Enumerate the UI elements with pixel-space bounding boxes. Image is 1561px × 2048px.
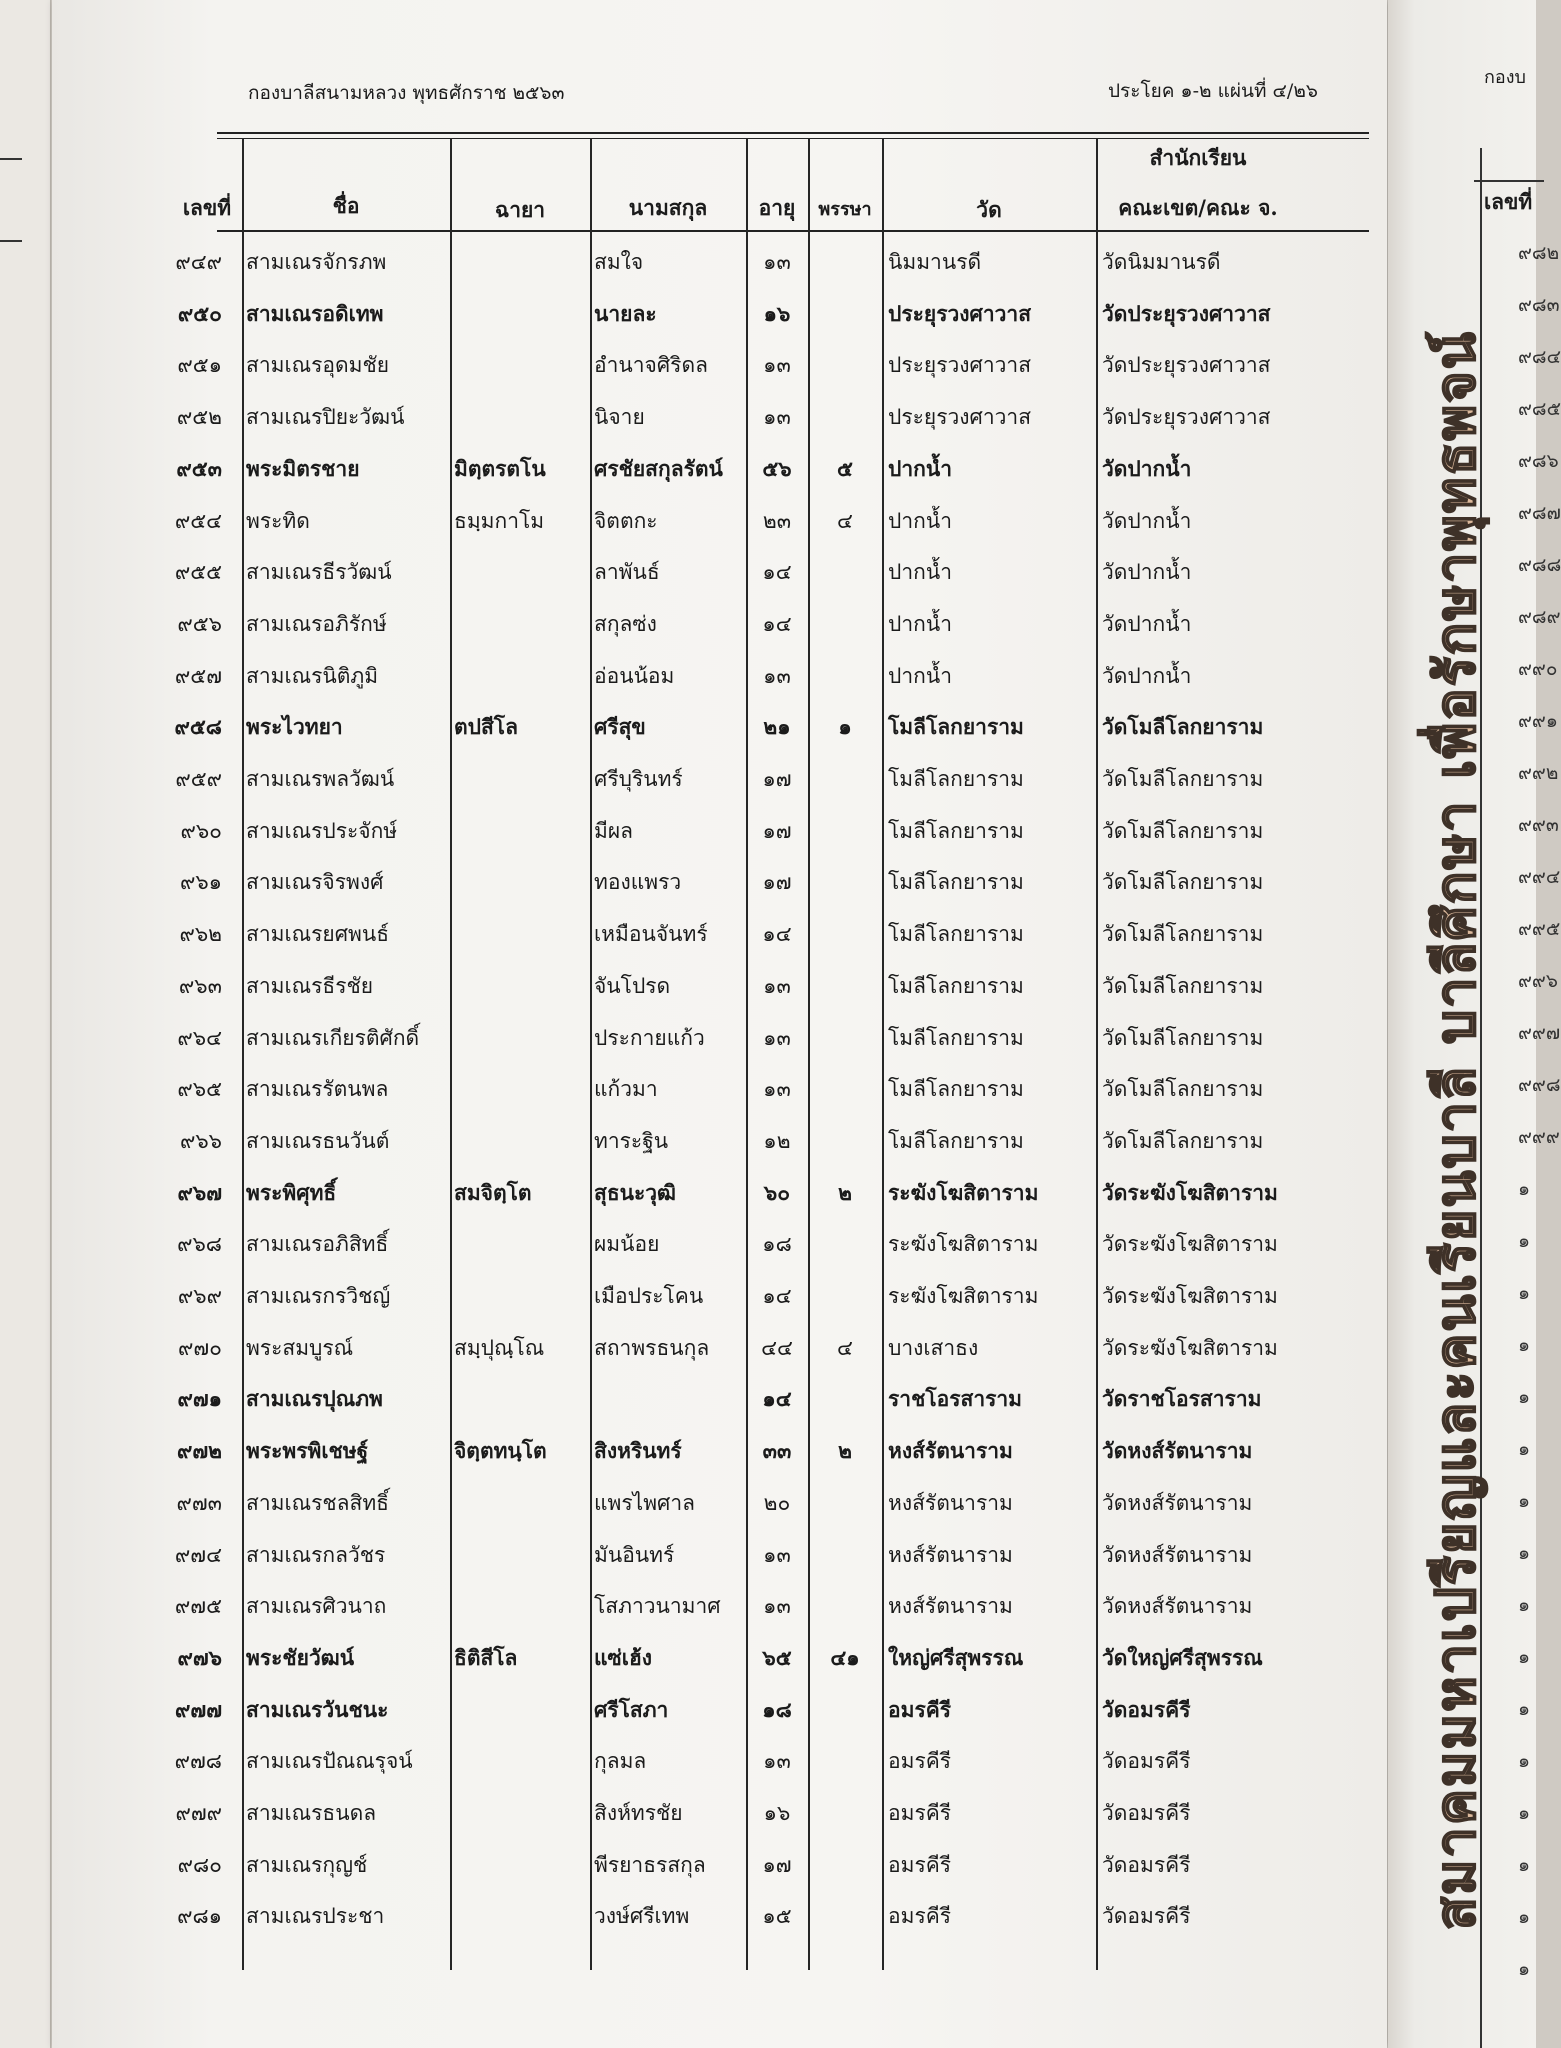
row-name: สามเณรปุณภพ [246,1386,383,1412]
row-wat: นิมมานรดี [888,250,982,274]
row-name: พระไวทยา [246,714,343,740]
right-page-number: ๙๘๓ [1518,294,1560,316]
row-age: ๑๓ [763,1542,791,1567]
table-row [52,1900,1352,1950]
row-surname: นายละ [594,300,657,326]
row-wat: หงส์รัตนาราม [888,1542,1013,1567]
row-number: ๙๕๒ [176,405,222,430]
table-row [52,1280,1352,1330]
column-header-wat: วัด [976,197,1002,222]
row-number: ๙๘๑ [177,1904,222,1929]
table-row [52,349,1352,399]
row-name: สามเณรนิติภูมิ [246,663,379,688]
row-number: ๙๗๖ [177,1644,222,1670]
row-wat: ใหญ่ศรีสุพรรณ [888,1644,1024,1670]
table-row [52,660,1352,710]
row-number: ๙๖๒ [179,922,222,947]
row-school: วัดระฆังโฆสิตาราม [1102,1232,1278,1257]
right-page-number: ๑ [1518,1958,1531,1980]
table-row [52,1487,1352,1537]
row-school: วัดปากน้ำ [1102,455,1192,481]
row-age: ๕๖ [762,455,792,481]
table-row [52,401,1352,451]
row-wat: โมลีโลกยาราม [888,714,1024,740]
row-surname: สกุลซ่ง [594,611,657,636]
right-page-number: ๑ [1518,1750,1531,1772]
row-chaya: สมจิตฺโต [454,1179,532,1205]
row-surname: ศรีบุรินทร์ [594,767,683,791]
row-name: พระมิตรชาย [246,455,360,481]
row-wat: ระฆังโฆสิตาราม [888,1284,1039,1308]
row-age: ๖๕ [762,1644,792,1670]
right-page-number: ๑ [1518,1542,1531,1564]
row-surname: ประกายแก้ว [594,1025,705,1050]
row-wat: โมลีโลกยาราม [888,870,1024,895]
row-school: วัดอมรคีรี [1102,1696,1191,1722]
row-school: วัดหงส์รัตนาราม [1102,1594,1253,1619]
table-row [52,711,1352,761]
row-age: ๑๓ [763,405,791,430]
row-number: ๙๗๕ [174,1594,222,1619]
row-age: ๑๗ [762,870,792,895]
row-age: ๑๔ [762,1386,792,1412]
right-page-number: ๙๙๘ [1518,1074,1561,1096]
right-page-number: ๙๙๗ [1518,1022,1561,1044]
row-number: ๙๖๙ [177,1284,222,1308]
row-school: วัดปากน้ำ [1102,560,1192,585]
row-surname: ทาระฐิน [594,1128,669,1153]
row-wat: ระฆังโฆสิตาราม [888,1232,1039,1257]
row-number: ๙๖๑ [179,870,222,895]
table-row [52,608,1352,658]
row-phansa: ๑ [838,714,852,740]
right-page-number: ๙๘๔ [1518,346,1561,368]
table-row [52,1849,1352,1899]
table-row [52,453,1352,503]
row-wat: บางเสาธง [888,1335,979,1360]
row-school: วัดระฆังโฆสิตาราม [1102,1284,1278,1308]
row-name: สามเณรธีรชัย [246,973,374,998]
table-row [52,1125,1352,1175]
table-row [52,505,1352,555]
right-page-number: ๙๘๒ [1518,242,1560,264]
column-header-chaya: ฉายา [494,197,546,222]
row-school: วัดปากน้ำ [1102,508,1192,533]
row-age: ๒๑ [763,714,791,740]
row-name: สามเณรวันชนะ [246,1696,389,1722]
row-wat: โมลีโลกยาราม [888,973,1024,998]
table-row [52,1435,1352,1485]
row-number: ๙๖๐ [180,818,222,843]
table-row [52,556,1352,606]
row-chaya: มิตฺตรตโน [454,455,546,481]
row-age: ๑๒ [763,1128,791,1153]
row-surname: สถาพรธนกุล [594,1335,710,1360]
column-header-phansa: พรรษา [818,199,872,220]
row-phansa: ๕ [837,455,853,481]
row-age: ๑๖ [763,300,791,326]
row-surname: สิงห์ทรชัย [594,1801,683,1825]
row-wat: ปากน้ำ [888,611,952,636]
row-number: ๙๗๒ [176,1438,222,1464]
right-page-number: ๙๘๗ [1518,502,1561,524]
row-number: ๙๖๕ [177,1077,222,1102]
row-age: ๓๓ [762,1438,792,1464]
row-surname: มันอินทร์ [594,1542,675,1567]
row-age: ๑๓ [763,1077,791,1102]
row-name: สามเณรปัณณรุจน์ [246,1749,413,1774]
right-page-number: ๑ [1518,1334,1531,1356]
row-number: ๙๕๓ [176,455,222,481]
row-school: วัดระฆังโฆสิตาราม [1102,1335,1278,1360]
right-page-number: ๑ [1518,1906,1531,1928]
row-age: ๑๗ [762,1852,792,1877]
row-number: ๙๗๐ [178,1335,222,1360]
right-page-number: ๙๙๕ [1518,918,1561,940]
table-row [52,918,1352,968]
row-name: สามเณรอดิเทพ [246,300,384,326]
row-name: สามเณรอภิรักษ์ [246,611,387,636]
row-phansa: ๒ [838,1179,852,1205]
row-name: สามเณรกรวิชญ์ [246,1284,391,1308]
row-school: วัดโมลีโลกยาราม [1102,714,1264,740]
row-school: วัดโมลีโลกยาราม [1102,870,1264,895]
right-page-number: ๑ [1518,1438,1531,1460]
row-wat: โมลีโลกยาราม [888,1077,1024,1102]
row-surname: ผมน้อย [594,1232,660,1257]
row-surname: แก้วมา [594,1077,658,1102]
row-wat: ปากน้ำ [888,560,952,585]
row-school: วัดปากน้ำ [1102,611,1192,636]
row-wat: หงส์รัตนาราม [888,1594,1013,1619]
row-number: ๙๕๕ [174,560,222,585]
row-school: วัดโมลีโลกยาราม [1102,767,1264,791]
table-row [52,1642,1352,1692]
row-surname: อำนาจศิริดล [594,353,708,378]
row-wat: อมรคีรี [888,1852,952,1877]
right-page-number: ๑ [1518,1802,1531,1824]
row-wat: ปากน้ำ [888,455,952,481]
right-page-column-title: เลขที่ [1484,189,1533,214]
right-page-number: ๙๙๔ [1518,866,1561,888]
row-age: ๒๐ [763,1490,791,1515]
row-name: สามเณรอุดมชัย [246,353,390,378]
row-name: สามเณรประจักษ์ [246,818,398,843]
row-number: ๙๘๐ [177,1852,222,1877]
row-name: สามเณรพลวัฒน์ [246,767,395,791]
right-page-number: ๙๙๒ [1518,762,1559,784]
row-phansa: ๒ [838,1438,852,1464]
row-name: พระสมบูรณ์ [246,1335,354,1360]
row-surname: สิงหรินทร์ [594,1438,682,1464]
row-age: ๑๓ [763,1749,791,1774]
table-row [52,1228,1352,1278]
row-school: วัดโมลีโลกยาราม [1102,818,1264,843]
row-name: สามเณรจิรพงศ์ [246,870,384,895]
table-row [52,298,1352,348]
right-page-header: กองบ [1484,67,1526,88]
row-name: สามเณรจักรภพ [246,250,387,274]
row-surname: แพรไพศาล [594,1490,696,1515]
row-number: ๙๕๗ [174,663,222,688]
row-wat: หงส์รัตนาราม [888,1438,1013,1464]
row-school: วัดหงส์รัตนาราม [1102,1490,1253,1515]
row-number: ๙๖๔ [177,1025,222,1050]
row-school: วัดประยุรวงศาวาส [1102,405,1271,430]
right-page-number: ๙๘๙ [1518,606,1561,628]
row-name: พระพิศุทธิ์ [246,1179,337,1205]
row-age: ๑๔ [762,922,792,947]
right-page-number: ๑ [1518,1594,1531,1616]
row-surname: สุธนะวุฒิ [594,1179,677,1205]
row-wat: ระฆังโฆสิตาราม [888,1179,1039,1205]
row-age: ๑๔ [762,560,792,585]
table-row [52,763,1352,813]
table-row [52,1590,1352,1640]
row-surname: จิตตกะ [594,508,658,533]
row-wat: อมรคีรี [888,1749,952,1774]
row-school: วัดโมลีโลกยาราม [1102,1128,1264,1153]
row-age: ๑๔ [762,611,792,636]
row-school: วัดอมรคีรี [1102,1852,1191,1877]
row-phansa: ๔ [837,508,853,533]
row-wat: อมรคีรี [888,1904,952,1929]
column-header-school-top: สำนักเรียน [1149,145,1247,170]
row-surname: ทองแพรว [594,870,682,895]
row-number: ๙๗๗ [175,1696,222,1722]
row-school: วัดโมลีโลกยาราม [1102,1077,1264,1102]
row-school: วัดประยุรวงศาวาส [1102,353,1271,378]
row-age: ๑๓ [763,250,791,274]
table-row [52,1383,1352,1433]
row-surname: เหมือนจันทร์ [594,922,708,947]
column-header-surname: นามสกุล [628,195,708,220]
row-name: สามเณรธนวันต์ [246,1128,390,1153]
table-row [52,246,1352,296]
row-name: สามเณรอภิสิทธิ์ [246,1232,389,1257]
row-school: วัดอมรคีรี [1102,1801,1191,1825]
left-page-rule [0,240,22,242]
table-row [52,1797,1352,1847]
row-name: พระทิด [246,508,310,533]
table-row [52,815,1352,865]
row-chaya: ธิติสีโล [454,1644,518,1670]
row-school: วัดอมรคีรี [1102,1904,1191,1929]
row-name: สามเณรศิวนาถ [246,1594,387,1619]
row-number: ๙๔๙ [175,250,222,274]
right-page-number: ๑ [1518,1646,1531,1668]
row-surname: จันโปรด [594,973,671,998]
row-school: วัดราชโอรสาราม [1102,1386,1262,1412]
right-page-number: ๑ [1518,1854,1531,1876]
row-age: ๑๓ [763,353,791,378]
row-name: สามเณรเกียรติศักดิ์ [246,1025,420,1050]
row-school: วัดระฆังโฆสิตาราม [1102,1179,1278,1205]
row-phansa: ๔ [837,1335,853,1360]
row-number: ๙๕๐ [177,300,222,326]
row-surname: เมือประโคน [594,1284,704,1308]
row-surname: ศรชัยสกุลรัตน์ [594,455,723,481]
roster-table-body [52,0,1387,2048]
row-wat: โมลีโลกยาราม [888,922,1024,947]
right-page-number: ๙๙๓ [1518,814,1559,836]
row-number: ๙๕๑ [177,353,222,378]
row-age: ๒๓ [762,508,792,533]
row-school: วัดหงส์รัตนาราม [1102,1438,1253,1464]
row-age: ๑๓ [763,973,791,998]
row-wat: โมลีโลกยาราม [888,1025,1024,1050]
row-number: ๙๕๖ [177,611,222,636]
row-name: สามเณรปิยะวัฒน์ [246,405,405,430]
row-number: ๙๗๘ [174,1749,222,1774]
row-age: ๑๖ [763,1801,791,1825]
right-page-number: ๑ [1518,1490,1531,1512]
row-school: วัดประยุรวงศาวาส [1102,300,1271,326]
column-header-no: เลขที่ [182,195,232,220]
row-surname: โสภาวนามาศ [594,1594,721,1619]
row-surname: แซ่เฮ้ง [594,1644,653,1670]
row-wat: ประยุรวงศาวาส [888,353,1032,378]
right-page-number: ๑ [1518,1282,1531,1304]
row-school: วัดอมรคีรี [1102,1749,1191,1774]
row-wat: ปากน้ำ [888,508,952,533]
row-wat: โมลีโลกยาราม [888,767,1024,791]
row-surname: สมใจ [594,250,644,274]
right-page-number: ๙๙๑ [1518,710,1558,732]
right-page-number: ๙๙๙ [1518,1126,1560,1148]
right-page-number: ๙๘๖ [1518,450,1559,472]
row-surname: อ่อนน้อม [594,663,675,688]
row-school: วัดปากน้ำ [1102,663,1192,688]
row-school: วัดใหญ่ศรีสุพรรณ [1102,1644,1263,1670]
row-wat: โมลีโลกยาราม [888,1128,1024,1153]
row-number: ๙๕๙ [175,767,222,791]
right-page-number: ๙๙๖ [1518,970,1558,992]
left-page-rule [0,158,22,160]
row-age: ๑๓ [763,1594,791,1619]
sheet-header-right: ประโยค ๑-๒ แผ่นที่ ๔/๒๖ [1108,80,1318,102]
row-number: ๙๗๑ [177,1386,222,1412]
row-number: ๙๗๙ [175,1801,222,1825]
row-wat: ราชโอรสาราม [888,1386,1023,1412]
table-row [52,1539,1352,1589]
right-page-number: ๙๘๕ [1518,398,1561,420]
row-number: ๙๖๗ [177,1179,222,1205]
row-wat: อมรคีรี [888,1801,952,1825]
row-number: ๙๕๔ [174,508,222,533]
row-number: ๙๖๘ [177,1232,222,1257]
row-number: ๙๖๖ [179,1128,222,1153]
table-row [52,866,1352,916]
column-header-name: ชื่อ [332,193,360,218]
right-page-number: ๑ [1518,1386,1531,1408]
row-chaya: ธมฺมกาโม [454,508,545,533]
right-page-number: ๙๘๘ [1518,554,1561,576]
row-school: วัดโมลีโลกยาราม [1102,922,1264,947]
row-age: ๑๔ [762,1284,792,1308]
association-watermark: สมาคมมหาเปรียญและคนเรียนบาลี บาลีศึกษา เพื่อรักษาพุทธพจน์ [1423,330,1487,1930]
row-number: ๙๕๘ [174,714,222,740]
table-row [52,1022,1352,1072]
row-chaya: สมฺปุณฺโณ [454,1335,545,1360]
row-age: ๑๓ [763,1025,791,1050]
row-chaya: ตปสีโล [454,714,518,740]
row-wat: อมรคีรี [888,1696,952,1722]
table-row [52,1745,1352,1795]
row-surname: นิจาย [594,405,645,430]
row-surname: พีรยาธรสกุล [594,1852,706,1877]
row-name: สามเณรกลวัชร [246,1542,386,1567]
row-age: ๖๐ [763,1179,791,1205]
row-surname: มีผล [594,818,634,843]
row-name: สามเณรรัตนพล [246,1077,389,1102]
row-chaya: จิตฺตทนฺโต [454,1438,547,1464]
table-row [52,1073,1352,1123]
row-school: วัดโมลีโลกยาราม [1102,1025,1264,1050]
right-page-number: ๑ [1518,1230,1531,1252]
row-surname: วงษ์ศรีเทพ [594,1904,690,1929]
main-sheet [52,0,1387,2048]
row-school: วัดโมลีโลกยาราม [1102,973,1264,998]
row-age: ๑๗ [762,767,792,791]
row-number: ๙๗๓ [176,1490,222,1515]
right-page-number: ๙๙๐ [1518,658,1558,680]
row-wat: ประยุรวงศาวาส [888,405,1032,430]
table-row [52,1332,1352,1382]
row-wat: หงส์รัตนาราม [888,1490,1013,1515]
row-name: พระชัยวัฒน์ [246,1644,355,1670]
row-name: สามเณรยศพนธ์ [246,922,390,947]
column-header-age: อายุ [758,195,796,220]
row-surname: ศรีสุข [594,714,646,740]
row-surname: ศรีโสภา [594,1696,669,1722]
sheet-header-left: กองบาลีสนามหลวง พุทธศักราช ๒๕๖๓ [248,82,565,104]
row-name: พระพรพิเชษฐ์ [246,1438,369,1464]
column-header-school-bottom: คณะเขต/คณะ จ. [1118,195,1278,220]
row-age: ๑๕ [762,1904,792,1929]
table-row [52,970,1352,1020]
row-wat: ปากน้ำ [888,663,952,688]
row-surname: ลาพันธ์ [594,560,660,585]
row-age: ๑๘ [762,1232,792,1257]
row-age: ๑๗ [762,818,792,843]
table-row [52,1694,1352,1744]
row-school: วัดนิมมานรดี [1102,250,1221,274]
row-surname: กุลมล [594,1749,647,1774]
row-name: สามเณรกุญช์ [246,1852,368,1877]
row-age: ๔๔ [761,1335,793,1360]
row-phansa: ๔๑ [830,1644,860,1670]
row-name: สามเณรชลสิทธิ์ [246,1490,389,1515]
row-age: ๑๓ [763,663,791,688]
right-page-number: ๑ [1518,1178,1531,1200]
row-name: สามเณรธนดล [246,1801,377,1825]
row-number: ๙๖๓ [178,973,222,998]
row-name: สามเณรประชา [246,1904,385,1929]
row-name: สามเณรธีรวัฒน์ [246,560,392,585]
row-number: ๙๗๔ [174,1542,222,1567]
row-age: ๑๘ [762,1696,792,1722]
table-row [52,1177,1352,1227]
right-page-number: ๑ [1518,1698,1531,1720]
row-school: วัดหงส์รัตนาราม [1102,1542,1253,1567]
row-wat: โมลีโลกยาราม [888,818,1024,843]
row-wat: ประยุรวงศาวาส [888,300,1032,326]
left-page-edge [0,0,51,2048]
